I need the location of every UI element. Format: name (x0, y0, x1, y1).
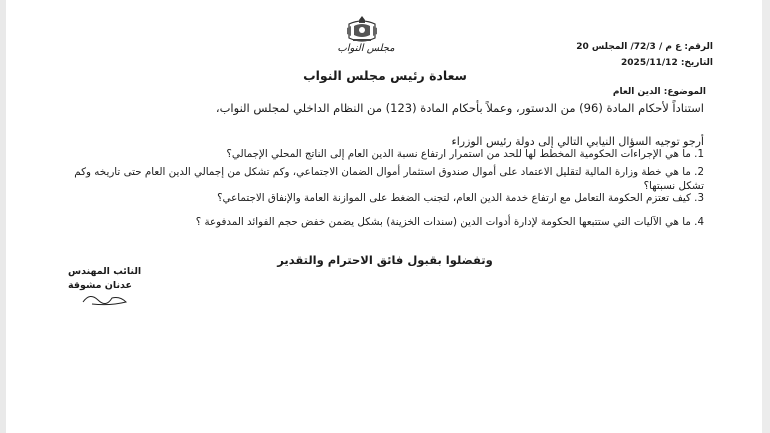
question-3: 3. كيف تعتزم الحكومة التعامل مع ارتفاع خدمة الدين العام، لتجنب الضغط على الموازنة العامة والإنفاق الاجتماعي؟ (217, 192, 704, 204)
subject-line: الموضوع: الدين العام (612, 87, 706, 97)
addressee-title: سعادة رئيس مجلس النواب (303, 68, 467, 83)
question-4: 4. ما هي الآليات التي ستتبعها الحكومة لإدارة أدوات الدين (سندات الخزينة) بشكل يضمن خفض حجم الفوائد المدفوعة ؟ (195, 216, 704, 228)
signatory-title: النائب المهندس (68, 266, 142, 277)
question-1: 1. ما هي الإجراءات الحكومية المخطط لها للحد من استمرار ارتفاع نسبة الدين العام إلى الناتج المحلي الإجمالي؟ (226, 148, 704, 160)
signatory-name: عدنان مشوقة (68, 280, 133, 291)
question-2: 2. ما هي خطة وزارة المالية لتقليل الاعتماد على أموال صندوق استثمار أموال الضمان الاجتماعي، وكم تشكل من إجمالي الدين العام حتى تاريخه وكم تشكل نسبتها؟ (74, 166, 704, 192)
council-name: مجلس النواب (337, 43, 395, 54)
reference-number: الرقم: ع م / 72/3/ المجلس 20 (576, 42, 713, 52)
closing-line: وتفضلوا بقبول فائق الاحترام والتقدير (277, 253, 493, 267)
scan-edge-right (762, 0, 770, 433)
signature-scrawl (80, 290, 130, 308)
intro-paragraph: استناداً لأحكام المادة (96) من الدستور، وعملاً بأحكام المادة (123) من النظام الداخلي لمجلس النواب، (215, 101, 704, 115)
coat-of-arms-icon (345, 14, 379, 44)
scan-edge-left (0, 0, 6, 433)
request-line: أرجو توجيه السؤال النيابي التالي إلى دولة رئيس الوزراء (451, 135, 704, 148)
letter-date: التاريخ: 2025/11/12 (621, 58, 713, 68)
